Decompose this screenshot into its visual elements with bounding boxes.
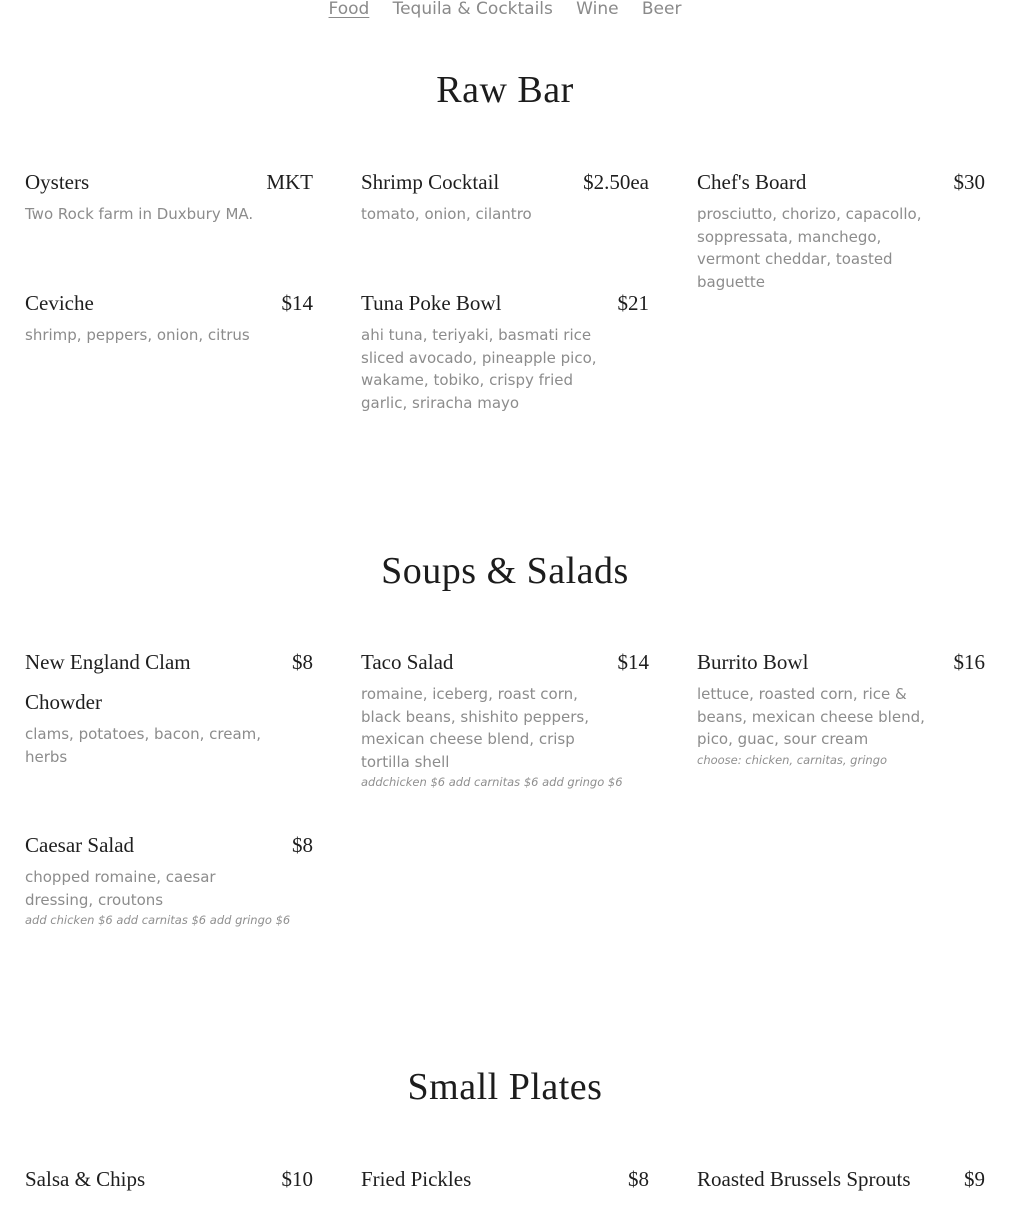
- menu-item-oysters: [25, 162, 313, 293]
- menu-item-taco-salad: [361, 642, 649, 791]
- soups-salads-grid-row-2: [25, 825, 985, 929]
- item-price: MKT: [266, 170, 313, 194]
- item-add-on-note: choose: chicken, carnitas, gringo: [697, 752, 888, 767]
- tab-beer[interactable]: Beer: [641, 0, 682, 19]
- menu-item-chefs-board: [697, 162, 985, 293]
- item-name: Burrito Bowl: [697, 650, 809, 674]
- small-plates-grid: [25, 1159, 985, 1199]
- item-description: lettuce, roasted corn, rice & beans, mexican cheese blend, pico, guac, sour cream: [697, 685, 925, 748]
- item-price: $14: [281, 291, 313, 315]
- menu-category-tabs: [0, 0, 1010, 20]
- section-title-raw-bar: Raw Bar: [436, 69, 574, 111]
- item-description: shrimp, peppers, onion, citrus: [25, 326, 250, 344]
- tab-food[interactable]: Food: [328, 0, 370, 19]
- item-description: clams, potatoes, bacon, cream, herbs: [25, 725, 262, 766]
- item-name: Fried Pickles: [361, 1167, 472, 1191]
- item-price: $14: [617, 650, 649, 674]
- item-description: chopped romaine, caesar dressing, croutons: [25, 868, 216, 909]
- section-title-small-plates: Small Plates: [407, 1066, 603, 1108]
- item-name: Roasted Brussels Sprouts: [697, 1167, 911, 1191]
- item-name: Tuna Poke Bowl: [361, 291, 502, 315]
- menu-item-roasted-brussels-sprouts: [697, 1159, 985, 1199]
- menu-item-new-england-clam-chowder: [25, 642, 313, 791]
- menu-item-caesar-salad: [25, 825, 313, 929]
- tab-tequila-cocktails[interactable]: Tequila & Cocktails: [392, 0, 553, 19]
- item-add-on-note: add chicken $6 add carnitas $6 add gringo $6: [25, 913, 291, 927]
- item-price: $30: [953, 170, 985, 194]
- item-price: $8: [292, 650, 313, 674]
- item-name: Salsa & Chips: [25, 1167, 146, 1191]
- tab-wine[interactable]: Wine: [576, 0, 619, 19]
- item-price: $21: [617, 291, 649, 315]
- item-name: New England Clam Chowder: [25, 650, 191, 714]
- item-price: $9: [964, 1167, 985, 1191]
- menu-item-salsa-chips: [25, 1159, 313, 1199]
- item-price: $8: [628, 1167, 649, 1191]
- item-price: $10: [281, 1167, 313, 1191]
- menu-item-fried-pickles: [361, 1159, 649, 1199]
- item-price: $16: [953, 650, 985, 674]
- item-description: tomato, onion, cilantro: [361, 205, 532, 223]
- section-title-soups-salads: Soups & Salads: [381, 550, 629, 592]
- item-description: romaine, iceberg, roast corn, black beans, shishito peppers, mexican cheese blend, crisp tortilla shell: [361, 685, 589, 771]
- menu-item-burrito-bowl: [697, 642, 985, 791]
- item-name: Shrimp Cocktail: [361, 170, 500, 194]
- item-name: Caesar Salad: [25, 833, 135, 857]
- menu-item-shrimp-cocktail: [361, 162, 649, 293]
- item-description: ahi tuna, teriyaki, basmati rice sliced avocado, pineapple pico, wakame, tobiko, crispy fried garlic, sriracha mayo: [361, 326, 597, 412]
- raw-bar-grid-row-2: [25, 283, 985, 414]
- item-name: Oysters: [25, 170, 90, 194]
- soups-salads-grid: [25, 642, 985, 791]
- item-description: prosciutto, chorizo, capacollo, soppressata, manchego, vermont cheddar, toasted baguette: [697, 205, 922, 291]
- menu-item-tuna-poke-bowl: [361, 283, 649, 414]
- raw-bar-grid: [25, 162, 985, 293]
- item-name: Chef's Board: [697, 170, 807, 194]
- item-name: Taco Salad: [361, 650, 454, 674]
- item-description: Two Rock farm in Duxbury MA.: [25, 205, 254, 223]
- item-name: Ceviche: [25, 291, 94, 315]
- item-price: $2.50ea: [583, 170, 649, 194]
- item-add-on-note: addchicken $6 add carnitas $6 add gringo $6: [361, 775, 623, 789]
- item-price: $8: [292, 833, 313, 857]
- menu-item-ceviche: [25, 283, 313, 414]
